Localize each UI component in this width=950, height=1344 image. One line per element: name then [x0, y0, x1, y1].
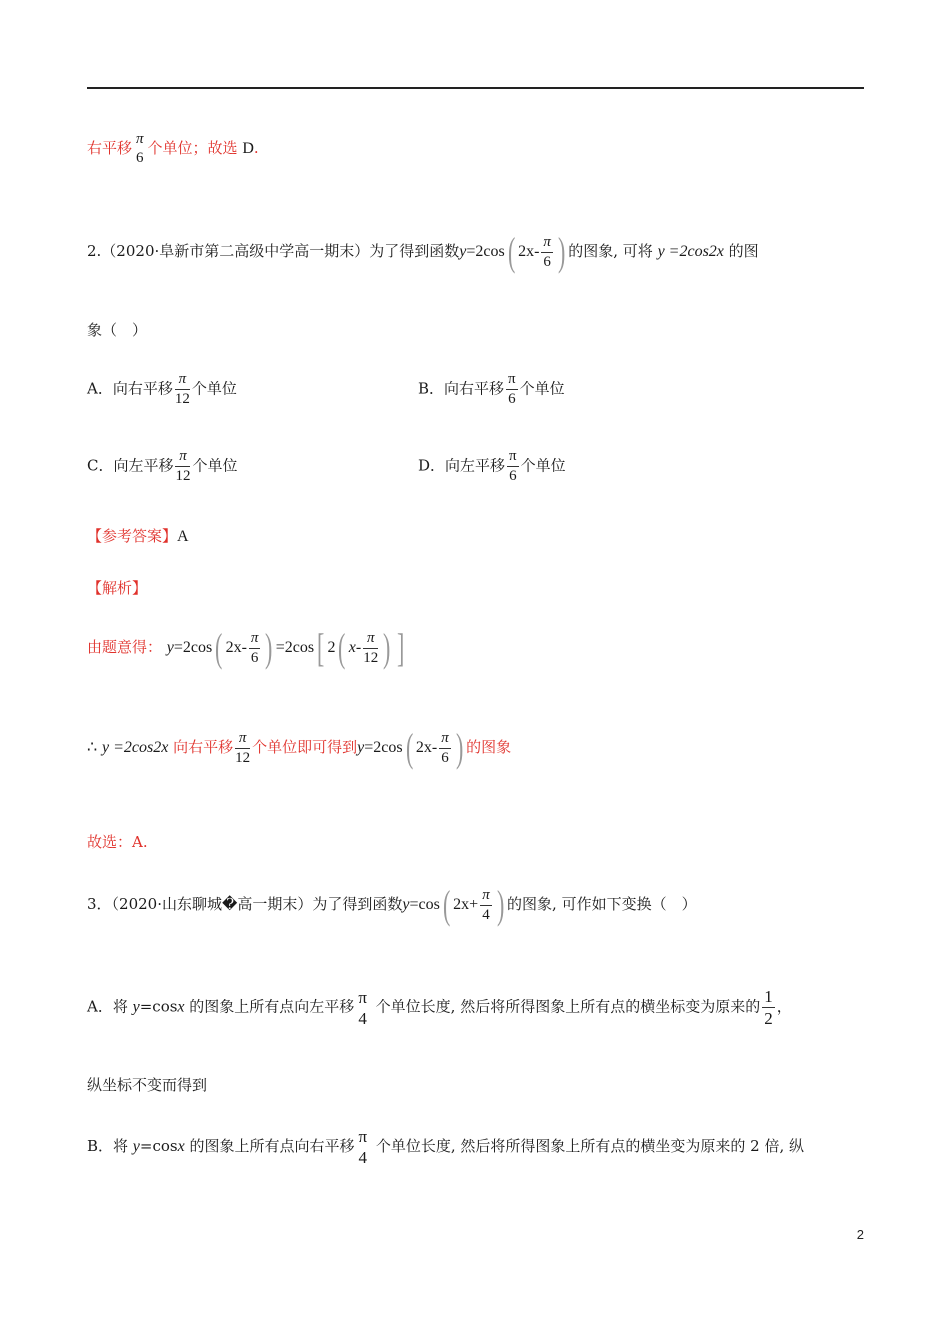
frac-den: 6 — [250, 649, 259, 666]
solution-continuation — [87, 132, 259, 166]
frac-den: 12 — [175, 468, 191, 484]
option-b — [418, 372, 565, 407]
fraction-pi-12 — [363, 631, 378, 666]
header-rule — [87, 87, 864, 89]
term-2x: 2x — [518, 243, 535, 260]
frac-den: 12 — [174, 391, 190, 407]
graph-text: 的图象 — [466, 738, 512, 756]
analysis-conclusion — [87, 832, 148, 852]
frac-den: 6 — [441, 749, 449, 766]
frac-den: 4 — [482, 906, 490, 923]
fraction-pi-6 — [439, 731, 451, 766]
left-paren: ( — [442, 882, 451, 927]
frac-num: π — [136, 131, 144, 147]
frac-num: π — [366, 629, 375, 646]
option-unit: 个单位 — [520, 456, 566, 475]
q3-stem-end: 的图象, 可作如下变换（ ） — [507, 895, 697, 913]
get-text: 个单位即可得到 — [252, 738, 358, 756]
frac-num: π — [238, 729, 247, 746]
term-2x: 2x — [453, 896, 470, 913]
frac-num: π — [358, 1127, 368, 1146]
left-bracket: [ — [317, 625, 325, 670]
var-x: x — [177, 1138, 185, 1155]
q2-source: 2.（2020·阜新市第二高级中学高一期末）为了得到函数 — [87, 242, 460, 260]
choose-text: 个单位；故选 — [147, 139, 243, 157]
answer-letter: D — [242, 140, 254, 157]
eq-cos: =cos — [409, 896, 440, 913]
page-number: 2 — [856, 1227, 864, 1242]
frac-den: 2 — [764, 1009, 773, 1028]
shift-text: 右平移 — [87, 139, 133, 157]
fraction-pi-12 — [175, 372, 190, 407]
minus-sign: - — [241, 639, 247, 656]
frac-den: 6 — [508, 391, 516, 407]
var-y: y — [166, 639, 174, 656]
from-problem-text: 由题意得： — [87, 638, 163, 656]
var-x: x — [348, 639, 356, 656]
frac-num: π — [179, 448, 187, 464]
frac-den: 4 — [358, 1148, 368, 1167]
q2-stem-cont-text: 象（ ） — [87, 321, 148, 339]
right-paren: ) — [557, 229, 566, 274]
left-paren: ( — [215, 625, 223, 670]
var-y: y — [132, 1138, 140, 1155]
reference-answer — [87, 526, 189, 547]
minus-sign: - — [431, 739, 438, 756]
left-paren: ( — [507, 229, 516, 274]
frac-num: π — [250, 629, 259, 646]
frac-num: π — [482, 886, 490, 903]
q2-stem-mid: 的图象, 可将 — [568, 242, 653, 260]
fraction-pi-6 — [507, 449, 519, 484]
fraction-pi-6 — [541, 235, 553, 270]
fraction-pi-6 — [506, 372, 518, 407]
q3-option-a — [87, 988, 792, 1027]
eq-cos: =cos — [139, 1137, 178, 1155]
frac-den: 12 — [235, 749, 251, 766]
fraction-pi-6 — [134, 132, 146, 166]
option-a — [87, 372, 237, 407]
frac-num: π — [509, 448, 517, 464]
var-y: y — [357, 739, 365, 756]
analysis-tag-text: 【解析】 — [87, 579, 148, 597]
shift-right-text: 向右平移 — [173, 738, 234, 756]
frac-num: π — [358, 987, 367, 1007]
minus-sign: - — [534, 243, 540, 260]
fraction-pi-4 — [357, 1128, 370, 1166]
eq-cos-2: =2cos — [275, 639, 315, 656]
fraction-1-2 — [762, 988, 775, 1027]
option-text-2: 个单位长度, 然后将所得图象上所有点的横坐标变为原来的 — [370, 997, 761, 1016]
option-text-cont: 纵坐标不变而得到 — [87, 1076, 208, 1094]
conclusion-text: 故选：A. — [87, 833, 148, 851]
var-y: y — [132, 998, 140, 1016]
right-paren: ) — [265, 625, 273, 670]
var-y: y — [402, 896, 410, 913]
option-text: 的图象上所有点向左平移 — [184, 997, 355, 1016]
analysis-line-2 — [87, 725, 512, 770]
frac-den: 4 — [358, 1008, 367, 1028]
option-unit: 个单位 — [191, 379, 237, 398]
frac-num: π — [508, 371, 516, 387]
frac-den: 6 — [136, 150, 144, 166]
frac-num: π — [441, 729, 449, 746]
frac-den: 12 — [363, 649, 379, 666]
right-paren: ) — [383, 625, 391, 670]
q3-source: 3．（2020·山东聊城�高一期末）为了得到函数 — [87, 895, 403, 913]
option-label: D．向左平移 — [418, 456, 506, 475]
option-unit: 个单位 — [192, 456, 238, 475]
eq-cos: =2cos — [364, 739, 403, 756]
left-paren: ( — [338, 625, 346, 670]
option-label: B．向右平移 — [418, 379, 505, 398]
q3-option-a-cont — [87, 1075, 207, 1095]
var-y: y — [459, 243, 467, 260]
option-label: B．将 — [87, 1137, 133, 1155]
comma: ， — [776, 997, 792, 1016]
option-text: 的图象上所有点向右平移 — [184, 1137, 355, 1155]
plus-sign: + — [469, 896, 479, 913]
option-text-2: 个单位长度, 然后将所得图象上所有点的横坐变为原来的 2 倍, 纵 — [371, 1137, 805, 1155]
question-3-stem — [87, 882, 697, 927]
frac-den: 6 — [509, 468, 517, 484]
minus-sign: - — [355, 639, 362, 656]
left-paren: ( — [405, 725, 413, 770]
coef-2: 2 — [327, 639, 336, 656]
answer-tag: 【参考答案】 — [87, 527, 178, 545]
fraction-pi-4 — [480, 888, 492, 923]
fraction-pi-4 — [356, 989, 369, 1027]
frac-num: π — [543, 233, 551, 250]
original-function: y =2cos2x — [657, 243, 724, 260]
eq-cos: =2cos — [173, 639, 213, 656]
analysis-tag — [87, 578, 147, 598]
frac-den: 6 — [543, 253, 551, 270]
term-2x: 2x — [415, 739, 432, 756]
fraction-pi-12 — [235, 731, 250, 766]
right-bracket: ] — [396, 625, 404, 670]
original-function: y =2cos2x — [101, 739, 169, 756]
fraction-pi-6 — [249, 631, 261, 666]
eq-cos: =2cos — [466, 243, 505, 260]
q2-stem-end: 的图 — [728, 242, 759, 260]
option-d — [418, 449, 566, 484]
frac-num: 1 — [764, 987, 773, 1006]
therefore-symbol: ∴ — [87, 739, 98, 756]
question-2-stem-cont — [87, 320, 147, 340]
option-unit: 个单位 — [519, 379, 565, 398]
option-label: A．将 — [87, 997, 133, 1016]
var-x: x — [177, 998, 185, 1016]
option-label: A．向右平移 — [87, 379, 173, 398]
q3-option-b — [87, 1128, 804, 1166]
right-paren: ) — [455, 725, 464, 770]
frac-num: π — [178, 371, 187, 387]
answer-value: A — [177, 528, 189, 545]
eq-cos: =cos — [139, 997, 178, 1016]
option-label: C．向左平移 — [87, 456, 174, 475]
fraction-pi-12 — [175, 449, 190, 484]
option-c — [87, 449, 238, 484]
analysis-line-1 — [87, 625, 407, 670]
term-2x: 2x — [225, 639, 242, 656]
question-2-stem — [87, 229, 759, 274]
right-paren: ) — [496, 882, 505, 927]
period: . — [253, 139, 259, 157]
